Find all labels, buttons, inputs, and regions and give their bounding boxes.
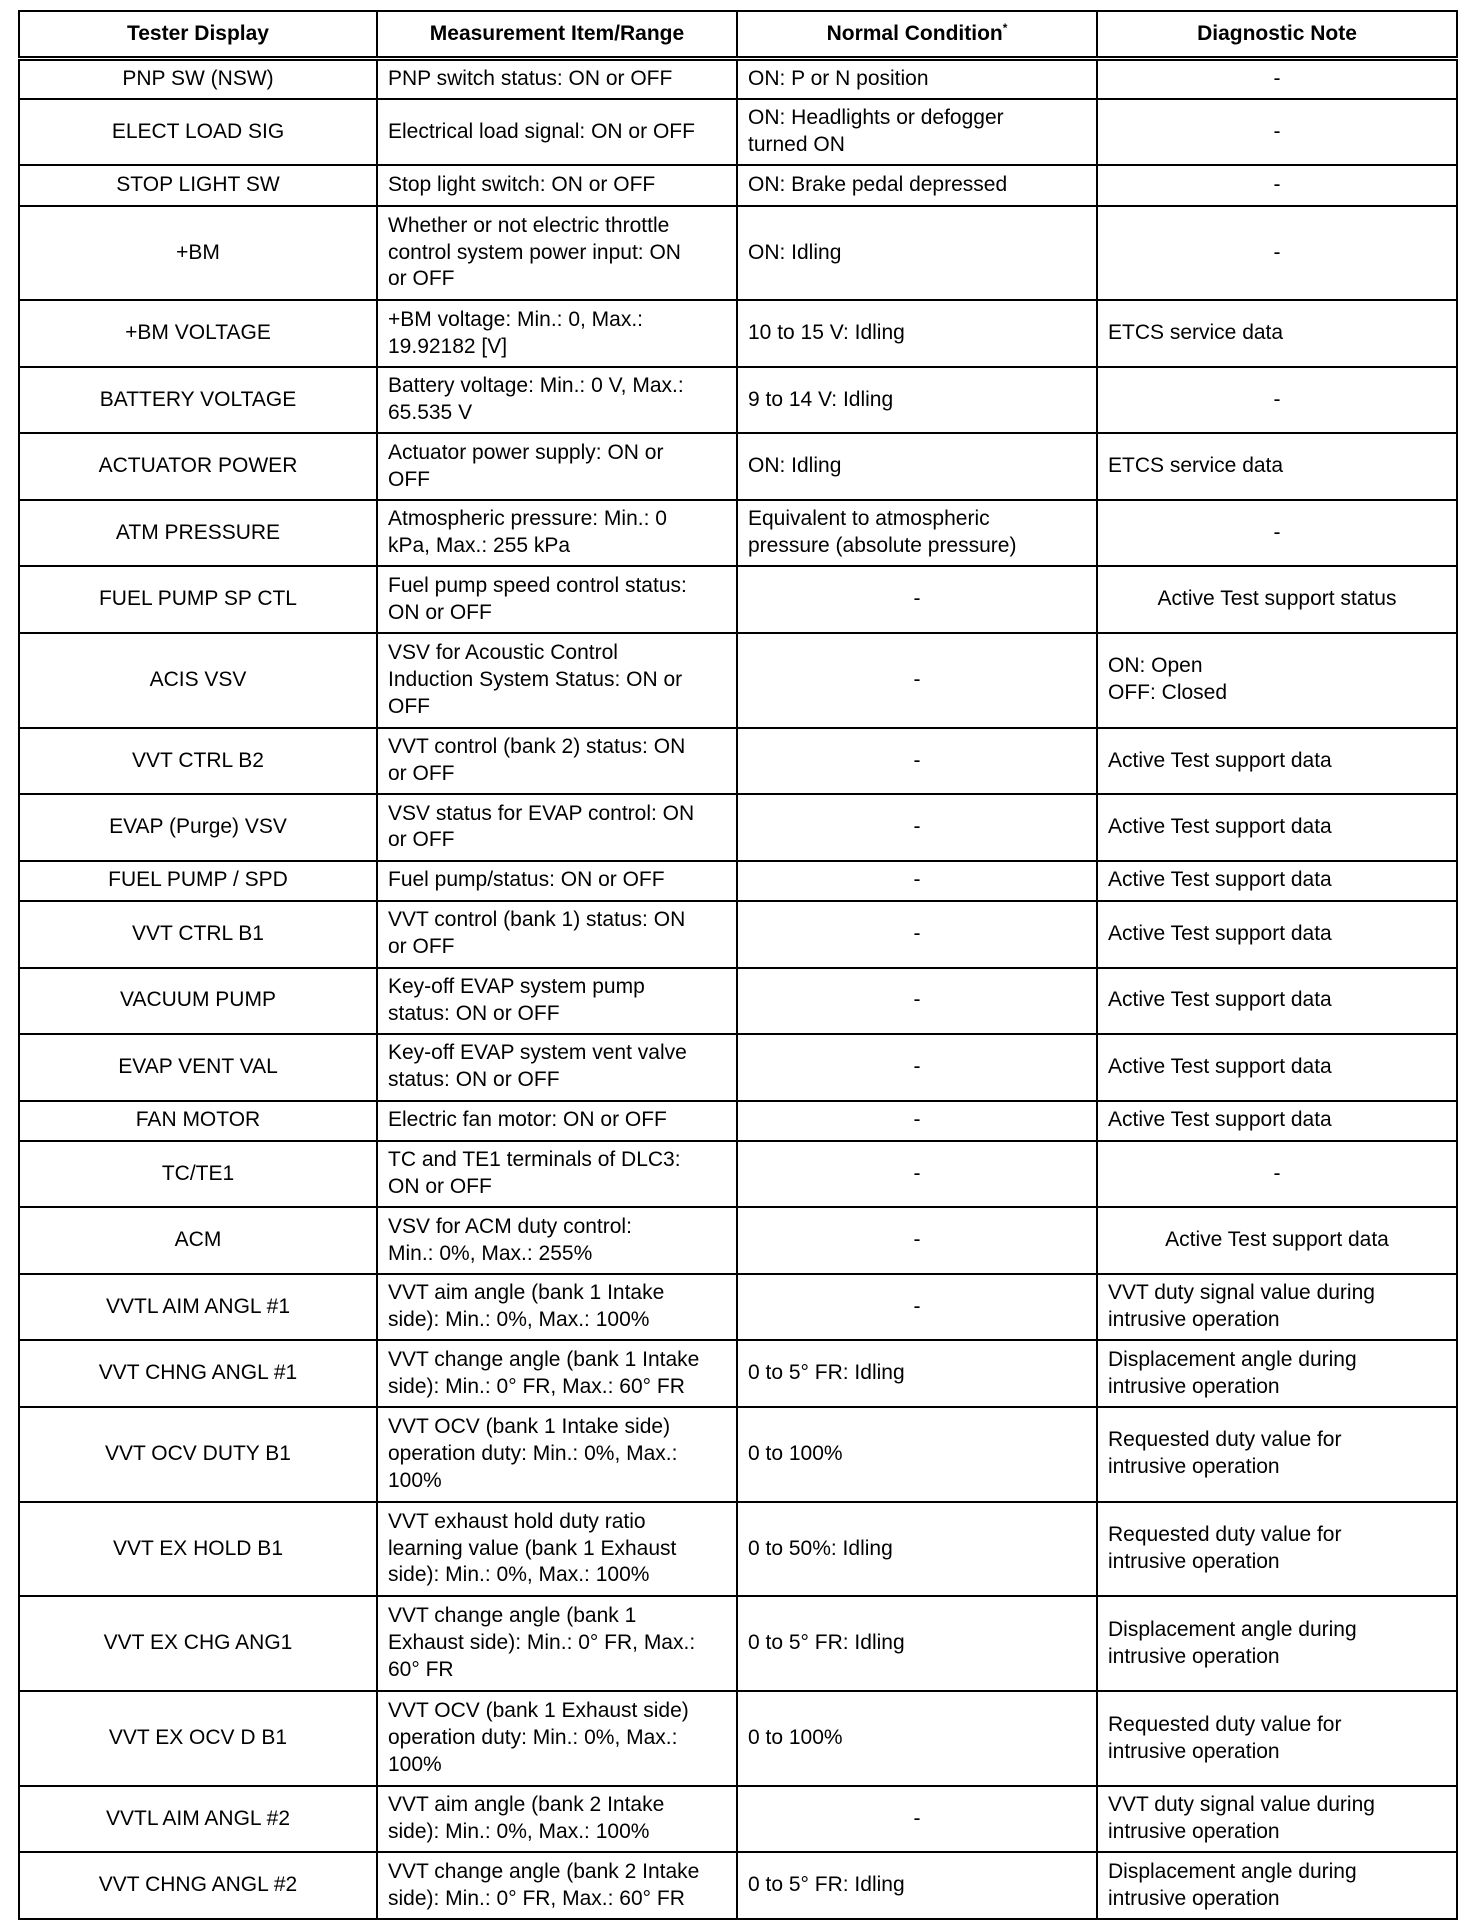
tester-display-cell: VVT CHNG ANGL #2 xyxy=(19,1852,377,1919)
diagnostic-note-cell: Requested duty value for intrusive operation xyxy=(1097,1407,1457,1502)
measurement-item-cell: VVT aim angle (bank 2 Intake side): Min.: 0%, Max.: 100% xyxy=(377,1786,737,1853)
tester-display-cell: VVTL AIM ANGL #1 xyxy=(19,1274,377,1341)
normal-condition-cell: 0 to 100% xyxy=(737,1407,1097,1502)
measurement-item-cell: VVT control (bank 1) status: ON or OFF xyxy=(377,901,737,968)
tester-display-cell: VACUUM PUMP xyxy=(19,968,377,1035)
table-row xyxy=(19,794,1457,861)
diagnostic-note-cell: - xyxy=(1097,500,1457,567)
table-row xyxy=(19,500,1457,567)
diagnostic-note-cell: Active Test support data xyxy=(1097,968,1457,1035)
table-row xyxy=(19,1034,1457,1101)
normal-condition-cell: - xyxy=(737,728,1097,795)
tester-display-cell: TC/TE1 xyxy=(19,1141,377,1208)
table-row xyxy=(19,1502,1457,1597)
normal-condition-cell: ON: Brake pedal depressed xyxy=(737,165,1097,205)
diagnostic-note-cell: ON: Open OFF: Closed xyxy=(1097,633,1457,728)
table-row xyxy=(19,1207,1457,1274)
measurement-item-cell: Atmospheric pressure: Min.: 0 kPa, Max.: 255 kPa xyxy=(377,500,737,567)
measurement-item-cell: VVT change angle (bank 2 Intake side): Min.: 0° FR, Max.: 60° FR xyxy=(377,1852,737,1919)
table-row xyxy=(19,566,1457,633)
tester-display-cell: VVT EX CHG ANG1 xyxy=(19,1596,377,1691)
measurement-item-cell: Key-off EVAP system pump status: ON or OFF xyxy=(377,968,737,1035)
measurement-item-cell: Fuel pump/status: ON or OFF xyxy=(377,861,737,901)
measurement-item-cell: Key-off EVAP system vent valve status: ON or OFF xyxy=(377,1034,737,1101)
measurement-item-cell: Actuator power supply: ON or OFF xyxy=(377,433,737,500)
tester-display-cell: ACM xyxy=(19,1207,377,1274)
normal-condition-cell: - xyxy=(737,1274,1097,1341)
tester-display-cell: VVT CHNG ANGL #1 xyxy=(19,1340,377,1407)
tester-display-cell: VVT CTRL B1 xyxy=(19,901,377,968)
measurement-item-cell: Fuel pump speed control status: ON or OFF xyxy=(377,566,737,633)
table-row xyxy=(19,300,1457,367)
table-row xyxy=(19,1141,1457,1208)
tester-display-cell: FAN MOTOR xyxy=(19,1101,377,1141)
diagnostic-note-cell: ETCS service data xyxy=(1097,300,1457,367)
header-diagnostic-note: Diagnostic Note xyxy=(1097,11,1457,59)
tester-display-cell: FUEL PUMP / SPD xyxy=(19,861,377,901)
tester-display-cell: STOP LIGHT SW xyxy=(19,165,377,205)
header-normal-condition xyxy=(737,11,1097,59)
diagnostic-note-cell: Requested duty value for intrusive operation xyxy=(1097,1502,1457,1597)
tester-display-cell: VVT EX OCV D B1 xyxy=(19,1691,377,1786)
measurement-item-cell: Electric fan motor: ON or OFF xyxy=(377,1101,737,1141)
normal-condition-cell: 9 to 14 V: Idling xyxy=(737,367,1097,434)
measurement-item-cell: VSV for Acoustic Control Induction System Status: ON or OFF xyxy=(377,633,737,728)
table-row xyxy=(19,728,1457,795)
normal-condition-cell: - xyxy=(737,633,1097,728)
tester-display-cell: VVT CTRL B2 xyxy=(19,728,377,795)
measurement-item-cell: VVT OCV (bank 1 Exhaust side) operation duty: Min.: 0%, Max.: 100% xyxy=(377,1691,737,1786)
table-row xyxy=(19,1691,1457,1786)
tester-display-cell: EVAP (Purge) VSV xyxy=(19,794,377,861)
diagnostic-note-cell: - xyxy=(1097,367,1457,434)
header-measurement-item: Measurement Item/Range xyxy=(377,11,737,59)
diagnostic-note-cell: Requested duty value for intrusive operation xyxy=(1097,1691,1457,1786)
table-row xyxy=(19,59,1457,99)
measurement-item-cell: VVT exhaust hold duty ratio learning value (bank 1 Exhaust side): Min.: 0%, Max.: 100% xyxy=(377,1502,737,1597)
tester-display-cell: ATM PRESSURE xyxy=(19,500,377,567)
normal-condition-cell: 0 to 5° FR: Idling xyxy=(737,1852,1097,1919)
diagnostic-note-cell: - xyxy=(1097,1141,1457,1208)
table-row xyxy=(19,968,1457,1035)
tester-display-cell: VVT OCV DUTY B1 xyxy=(19,1407,377,1502)
table-row xyxy=(19,367,1457,434)
tester-display-cell: +BM VOLTAGE xyxy=(19,300,377,367)
diagnostic-note-cell: Displacement angle during intrusive operation xyxy=(1097,1340,1457,1407)
measurement-item-cell: Electrical load signal: ON or OFF xyxy=(377,99,737,166)
normal-condition-cell: - xyxy=(737,1141,1097,1208)
table-row xyxy=(19,861,1457,901)
normal-condition-cell: - xyxy=(737,1101,1097,1141)
table-header xyxy=(19,11,1457,59)
table-row xyxy=(19,633,1457,728)
measurement-item-cell: Stop light switch: ON or OFF xyxy=(377,165,737,205)
diagnostic-note-cell: Active Test support data xyxy=(1097,1101,1457,1141)
table-row xyxy=(19,1786,1457,1853)
measurement-item-cell: VVT change angle (bank 1 Intake side): Min.: 0° FR, Max.: 60° FR xyxy=(377,1340,737,1407)
normal-condition-cell: - xyxy=(737,901,1097,968)
table-row xyxy=(19,1852,1457,1919)
measurement-item-cell: VSV for ACM duty control: Min.: 0%, Max.: 255% xyxy=(377,1207,737,1274)
diagnostic-note-cell: - xyxy=(1097,165,1457,205)
diagnostic-note-cell: - xyxy=(1097,206,1457,301)
tester-display-cell: FUEL PUMP SP CTL xyxy=(19,566,377,633)
measurement-item-cell: VVT OCV (bank 1 Intake side) operation duty: Min.: 0%, Max.: 100% xyxy=(377,1407,737,1502)
normal-condition-cell: - xyxy=(737,794,1097,861)
table-row xyxy=(19,165,1457,205)
normal-condition-cell: - xyxy=(737,566,1097,633)
diagnostic-note-cell: Active Test support data xyxy=(1097,794,1457,861)
measurement-item-cell: VVT control (bank 2) status: ON or OFF xyxy=(377,728,737,795)
tester-display-cell: ACTUATOR POWER xyxy=(19,433,377,500)
tester-display-cell: ELECT LOAD SIG xyxy=(19,99,377,166)
normal-condition-cell: ON: P or N position xyxy=(737,59,1097,99)
diagnostic-note-cell: ETCS service data xyxy=(1097,433,1457,500)
diagnostic-note-cell: - xyxy=(1097,99,1457,166)
normal-condition-cell: 0 to 5° FR: Idling xyxy=(737,1340,1097,1407)
normal-condition-cell: - xyxy=(737,1034,1097,1101)
table-row xyxy=(19,1596,1457,1691)
diagnostic-note-cell: Active Test support data xyxy=(1097,1207,1457,1274)
normal-condition-cell: 0 to 50%: Idling xyxy=(737,1502,1097,1597)
normal-condition-cell: - xyxy=(737,1786,1097,1853)
tester-display-cell: VVT EX HOLD B1 xyxy=(19,1502,377,1597)
normal-condition-cell: - xyxy=(737,1207,1097,1274)
tester-display-cell: ACIS VSV xyxy=(19,633,377,728)
normal-condition-cell: 0 to 5° FR: Idling xyxy=(737,1596,1097,1691)
header-normal-condition-label: Normal Condition xyxy=(826,21,1003,45)
measurement-item-cell: Whether or not electric throttle control system power input: ON or OFF xyxy=(377,206,737,301)
normal-condition-cell: Equivalent to atmospheric pressure (absolute pressure) xyxy=(737,500,1097,567)
measurement-item-cell: Battery voltage: Min.: 0 V, Max.: 65.535 V xyxy=(377,367,737,434)
table-row xyxy=(19,1407,1457,1502)
table-row xyxy=(19,1274,1457,1341)
measurement-item-cell: VVT change angle (bank 1 Exhaust side): Min.: 0° FR, Max.: 60° FR xyxy=(377,1596,737,1691)
normal-condition-cell: ON: Idling xyxy=(737,206,1097,301)
diagnostic-note-cell: Active Test support status xyxy=(1097,566,1457,633)
normal-condition-cell: 10 to 15 V: Idling xyxy=(737,300,1097,367)
table-row xyxy=(19,99,1457,166)
tester-display-cell: BATTERY VOLTAGE xyxy=(19,367,377,434)
normal-condition-cell: - xyxy=(737,968,1097,1035)
normal-condition-cell: ON: Headlights or defogger turned ON xyxy=(737,99,1097,166)
measurement-item-cell: TC and TE1 terminals of DLC3: ON or OFF xyxy=(377,1141,737,1208)
table-row xyxy=(19,1101,1457,1141)
tester-display-cell: +BM xyxy=(19,206,377,301)
measurement-item-cell: +BM voltage: Min.: 0, Max.: 19.92182 [V] xyxy=(377,300,737,367)
measurement-item-cell: PNP switch status: ON or OFF xyxy=(377,59,737,99)
normal-condition-cell: 0 to 100% xyxy=(737,1691,1097,1786)
tester-display-cell: EVAP VENT VAL xyxy=(19,1034,377,1101)
measurement-item-cell: VVT aim angle (bank 1 Intake side): Min.: 0%, Max.: 100% xyxy=(377,1274,737,1341)
diagnostic-note-cell: Active Test support data xyxy=(1097,901,1457,968)
tester-display-cell: VVTL AIM ANGL #2 xyxy=(19,1786,377,1853)
footnote-mark: * xyxy=(1002,20,1008,35)
data-list-table xyxy=(18,10,1458,1920)
table-row xyxy=(19,433,1457,500)
normal-condition-cell: ON: Idling xyxy=(737,433,1097,500)
diagnostic-note-cell: Active Test support data xyxy=(1097,728,1457,795)
table-body xyxy=(19,59,1457,1920)
normal-condition-cell: - xyxy=(737,861,1097,901)
header-row xyxy=(19,11,1457,59)
diagnostic-note-cell: Active Test support data xyxy=(1097,1034,1457,1101)
diagnostic-note-cell: Displacement angle during intrusive operation xyxy=(1097,1852,1457,1919)
header-tester-display: Tester Display xyxy=(19,11,377,59)
table-row xyxy=(19,901,1457,968)
table-row xyxy=(19,1340,1457,1407)
diagnostic-note-cell: VVT duty signal value during intrusive operation xyxy=(1097,1274,1457,1341)
tester-display-cell: PNP SW (NSW) xyxy=(19,59,377,99)
measurement-item-cell: VSV status for EVAP control: ON or OFF xyxy=(377,794,737,861)
diagnostic-note-cell: VVT duty signal value during intrusive operation xyxy=(1097,1786,1457,1853)
table-row xyxy=(19,206,1457,301)
diagnostic-note-cell: - xyxy=(1097,59,1457,99)
diagnostic-note-cell: Active Test support data xyxy=(1097,861,1457,901)
diagnostic-note-cell: Displacement angle during intrusive operation xyxy=(1097,1596,1457,1691)
